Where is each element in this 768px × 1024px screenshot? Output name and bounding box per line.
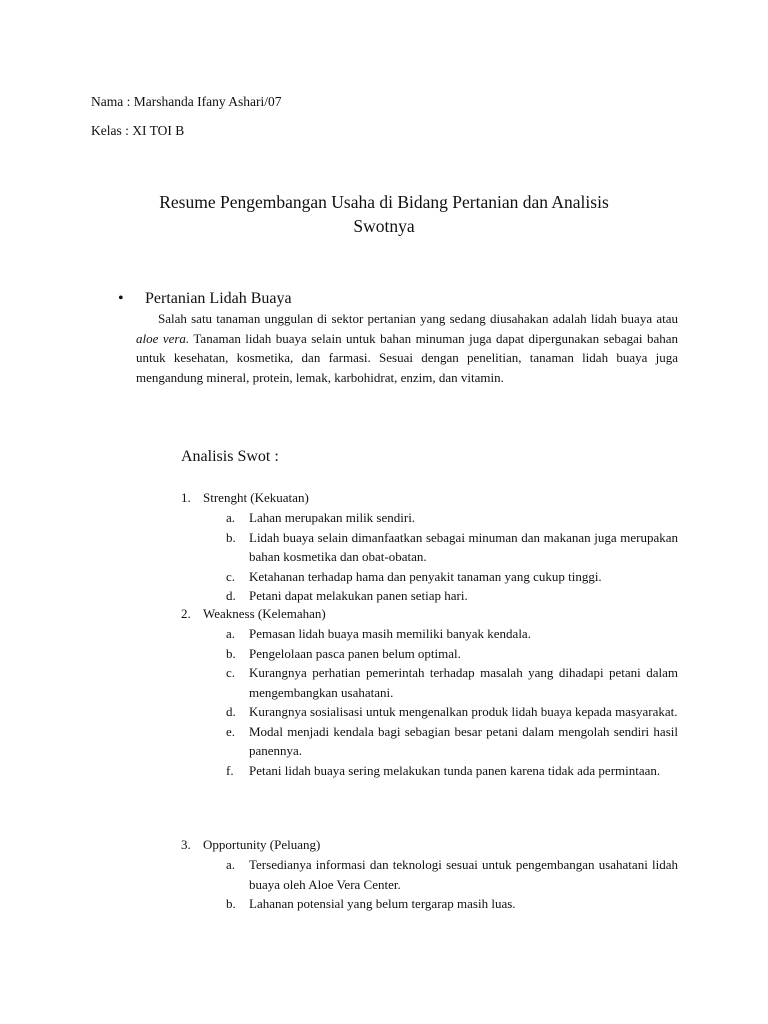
document-title	[96, 190, 672, 238]
list-label: Weakness (Kelemahan)	[203, 606, 326, 621]
item-text: Tersedianya informasi dan teknologi sesuai untuk pengembangan usahatani lidah buaya oleh Aloe Vera Center.	[249, 857, 678, 892]
list-item	[226, 702, 678, 722]
student-class: Kelas : XI TOI B	[91, 123, 185, 138]
section-heading-text: Pertanian Lidah Buaya	[145, 290, 292, 307]
section-heading	[118, 289, 292, 309]
item-letter: d.	[226, 588, 236, 603]
swot-weakness-list	[226, 624, 678, 780]
item-letter: c.	[226, 568, 236, 584]
list-number: 3.	[181, 837, 191, 852]
item-text: Ketahanan terhadap hama dan penyakit tanaman yang cukup tinggi.	[249, 568, 602, 584]
item-text: Kurangnya sosialisasi untuk mengenalkan produk lidah buaya kepada masyarakat.	[249, 704, 678, 719]
list-item	[226, 761, 678, 781]
paragraph-text-1: Salah satu tanaman unggulan di sektor pertanian yang sedang diusahakan adalah lidah buaya atau	[158, 311, 678, 326]
list-item	[226, 894, 678, 914]
item-letter: a.	[226, 626, 236, 641]
item-letter: a.	[226, 857, 236, 872]
list-item	[226, 624, 678, 644]
item-letter: a.	[226, 510, 236, 525]
item-text: Modal menjadi kendala bagi sebagian besar petani dalam mengolah sendiri hasil panennya.	[249, 723, 678, 758]
item-letter: d.	[226, 704, 236, 719]
list-label: Strenght (Kekuatan)	[203, 490, 309, 505]
list-item	[226, 586, 678, 606]
list-number: 2.	[181, 606, 191, 621]
item-text: Lidah buaya selain dimanfaatkan sebagai minuman dan makanan juga merupakan bahan kosmetika dan obat-obatan.	[249, 529, 678, 564]
item-letter: f.	[226, 762, 234, 778]
item-letter: b.	[226, 645, 236, 661]
swot-strength-heading	[181, 488, 309, 508]
swot-weakness-heading	[181, 604, 326, 624]
swot-opportunity-list	[226, 855, 678, 914]
item-letter: b.	[226, 529, 236, 545]
item-text: Pengelolaan pasca panen belum optimal.	[249, 645, 461, 661]
list-item	[226, 855, 678, 894]
item-letter: c.	[226, 665, 236, 680]
bullet-icon: •	[118, 290, 124, 307]
item-text: Kurangnya perhatian pemerintah terhadap masalah yang dihadapi petani dalam mengembangkan usahatani.	[249, 665, 678, 700]
item-text: Petani dapat melakukan panen setiap hari.	[249, 588, 468, 603]
list-label: Opportunity (Peluang)	[203, 837, 321, 852]
item-text: Pemasan lidah buaya masih memiliki banyak kendala.	[249, 626, 531, 641]
swot-strength-list	[226, 508, 678, 606]
list-item	[226, 508, 678, 528]
list-item	[226, 528, 678, 567]
list-item	[226, 722, 678, 761]
title-line-2: Swotnya	[353, 216, 415, 236]
paragraph-text-2: Tanaman lidah buaya selain untuk bahan minuman juga dapat dipergunakan sebagai bahan untuk kesehatan, kosmetika, dan farmasi. Sesuai dengan penelitian, tanaman lidah buaya juga mengandung mineral, protein, lemak, karbohidrat, enzim, dan vitamin.	[136, 330, 679, 385]
paragraph-italic-term: aloe vera.	[136, 330, 190, 346]
list-item	[226, 644, 678, 664]
item-letter: b.	[226, 896, 236, 911]
item-text: Lahanan potensial yang belum tergarap masih luas.	[249, 896, 516, 911]
student-name: Nama : Marshanda Ifany Ashari/07	[91, 94, 282, 109]
swot-heading: Analisis Swot :	[181, 448, 279, 465]
list-number: 1.	[181, 490, 191, 505]
title-line-1: Resume Pengembangan Usaha di Bidang Pertanian dan Analisis	[159, 192, 609, 212]
section-paragraph	[136, 309, 678, 387]
list-item	[226, 567, 678, 587]
item-text: Petani lidah buaya sering melakukan tunda panen karena tidak ada permintaan.	[249, 762, 661, 778]
item-text: Lahan merupakan milik sendiri.	[249, 510, 416, 525]
swot-opportunity-heading	[181, 835, 320, 855]
list-item	[226, 663, 678, 702]
item-letter: e.	[226, 723, 236, 739]
